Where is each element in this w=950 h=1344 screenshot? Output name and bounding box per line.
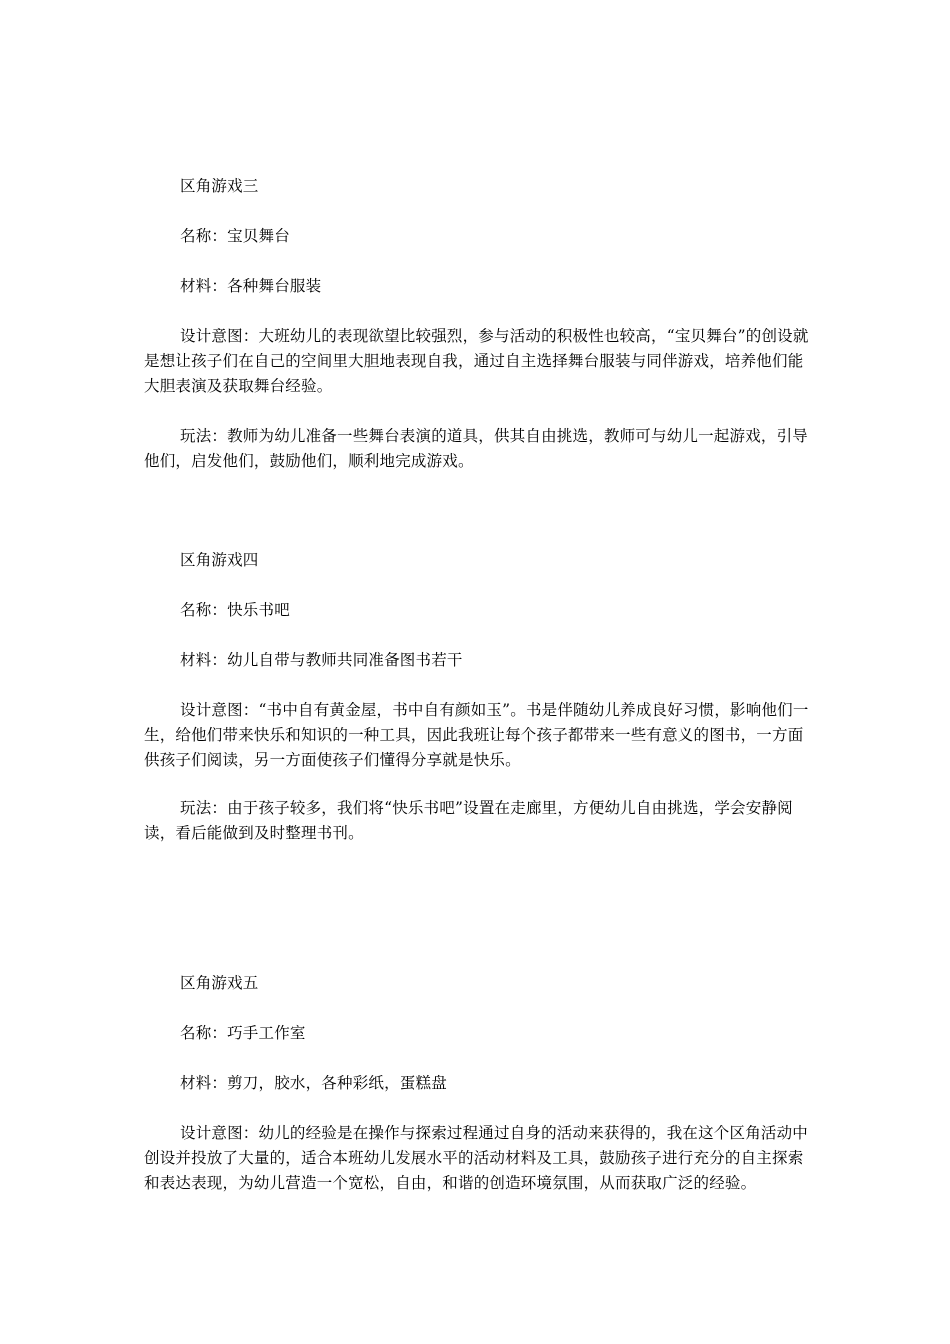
section-4-gameplay: 玩法：由于孩子较多，我们将“快乐书吧”设置在走廊里，方便幼儿自由挑选，学会安静阅读，看后能做到及时整理书刊。 [144,799,793,842]
section-4-name: 名称：快乐书吧 [180,601,290,619]
section-5-heading: 区角游戏五 [180,974,259,992]
section-5-design-intent: 设计意图：幼儿的经验是在操作与探索过程通过自身的活动来获得的，我在这个区角活动中创设并投放了大量的，适合本班幼儿发展水平的活动材料及工具，鼓励孩子进行充分的自主探索和表达表现，为幼儿营造一个宽松，自由，和谐的创造环境氛围，从而获取广泛的经验。 [144,1124,809,1192]
document-page [144,0,810,1344]
section-3-gameplay: 玩法：教师为幼儿准备一些舞台表演的道具，供其自由挑选，教师可与幼儿一起游戏，引导他们，启发他们，鼓励他们，顺利地完成游戏。 [144,427,809,470]
section-3-material: 材料：各种舞台服装 [180,277,322,295]
section-3-design-intent: 设计意图：大班幼儿的表现欲望比较强烈，参与活动的积极性也较高，“宝贝舞台”的创设就是想让孩子们在自己的空间里大胆地表现自我，通过自主选择舞台服装与同伴游戏，培养他们能大胆表演及获取舞台经验。 [144,327,809,395]
section-3-heading: 区角游戏三 [180,177,259,195]
section-3-name: 名称：宝贝舞台 [180,227,290,245]
section-4-material: 材料：幼儿自带与教师共同准备图书若干 [180,651,463,669]
section-4-design-intent: 设计意图：“书中自有黄金屋，书中自有颜如玉”。书是伴随幼儿养成良好习惯，影响他们一生，给他们带来快乐和知识的一种工具，因此我班让每个孩子都带来一些有意义的图书，一方面供孩子们阅读，另一方面使孩子们懂得分享就是快乐。 [144,701,809,769]
section-4-heading: 区角游戏四 [180,551,259,569]
section-5-name: 名称：巧手工作室 [180,1024,306,1042]
section-5-material: 材料：剪刀，胶水，各种彩纸，蛋糕盘 [180,1074,447,1092]
